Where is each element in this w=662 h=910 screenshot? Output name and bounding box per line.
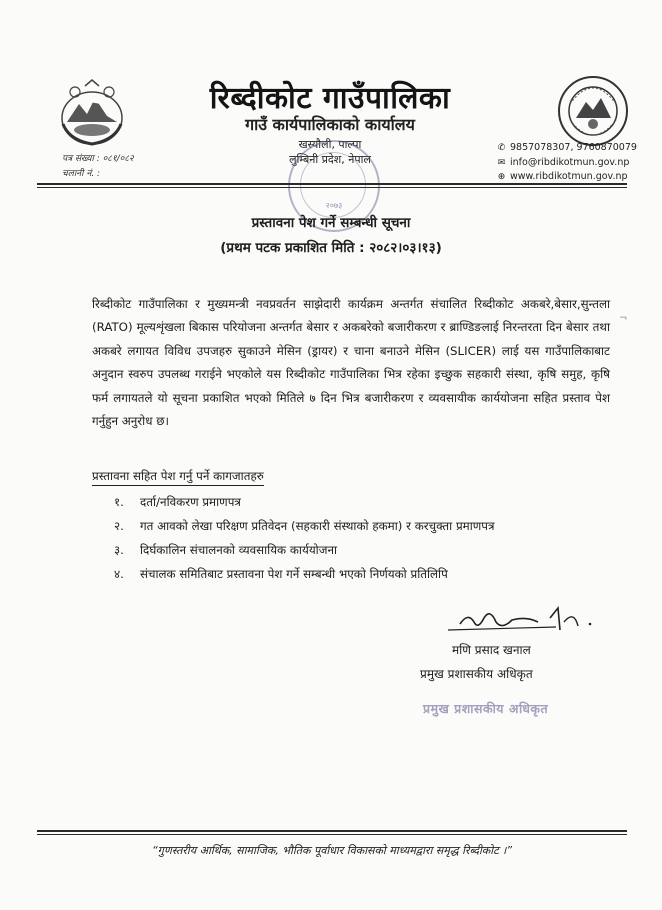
dispatch-number: चलानी नं. : <box>62 169 101 179</box>
contact-email <box>496 156 637 171</box>
address-line-2: लुम्बिनी प्रदेश, नेपाल <box>289 153 371 166</box>
header-rule-thick <box>37 183 627 185</box>
website-url: www.ribdikotmun.gov.np <box>510 171 628 182</box>
globe-icon: ⊕ <box>497 172 506 182</box>
contact-block <box>496 141 637 185</box>
required-documents-heading: प्रस्तावना सहित पेश गर्नु पर्ने कागजातहरु <box>92 468 264 486</box>
first-published-date: (प्रथम पटक प्रकाशित मिति : २०८२।०३।१३) <box>220 240 442 256</box>
list-item <box>114 514 495 538</box>
list-item-text: गत आवको लेखा परिक्षण प्रतिवेदन (सहकारी संस्थाको हकमा) र करचुक्ता प्रमाणपत्र <box>140 519 495 533</box>
email-address: info@ribdikotmun.gov.np <box>510 156 630 168</box>
email-icon: ✉ <box>497 157 506 168</box>
list-item <box>114 562 495 586</box>
footer-motto: “गुणस्तरीय आर्थिक, सामाजिक, भौतिक पूर्वाधार विकासको माध्यमद्वारा समृद्ध रिब्दीकोट ।” <box>151 844 513 857</box>
margin-mark: ¬ <box>619 313 628 324</box>
contact-phone <box>496 141 637 156</box>
list-item-number: २. <box>114 519 124 533</box>
notice-body-paragraph: रिब्दीकोट गाउँपालिका र मुख्यमन्त्री नवप्रवर्तन साझेदारी कार्यक्रम अन्तर्गत संचालित रिब्दीकोट अकबरे,बेसार,सुन्तला (RATO) मूल्यशृंखला बिकास परियोजना अन्तर्गत बेसार र अकबरेको बजारीकरण र ब्राण्डिङलाई निरन्तरता दिन बेसार तथा अकबरे लगायत विविध उपजहरु सुकाउने मेसिन (ड्रायर) र चाना बनाउने मेसिन (SLICER) लाई यस गाउँपालिकाबाट अनुदान स्वरुप उपलब्ध गराईने भएकोले यस रिब्दीकोट गाउँपालिका भित्र रहेका इच्छुक सहकारी संस्था, कृषि समुह, कृषि फर्म लगायतले यो सूचना प्रकाशित भएको मितिले ७ दिन भित्र बजारीकरण र व्यवसायीक कार्ययोजना सहित प्रस्ताव पेश गर्नुहुन अनुरोध छ। <box>92 297 610 429</box>
list-item <box>114 538 495 562</box>
letter-number: पत्र संख्या : ०८१/०८२ <box>62 154 134 164</box>
list-item-number: ४. <box>114 567 124 581</box>
header-rule-thin <box>37 187 627 188</box>
signer-name: मणि प्रसाद खनाल <box>452 643 531 657</box>
address-line-1: खस्यौली, पाल्पा <box>298 138 362 151</box>
signer-designation: प्रमुख प्रशासकीय अधिकृत <box>420 667 533 681</box>
office-subtitle: गाउँ कार्यपालिकाको कार्यालय <box>245 115 415 134</box>
list-item-text: दर्ता/नविकरण प्रमाणपत्र <box>140 495 241 509</box>
municipality-logo-icon <box>556 74 630 148</box>
municipality-title: रिब्दीकोट गाउँपालिका <box>209 81 451 116</box>
phone-icon: ✆ <box>497 143 506 153</box>
designation-seal: प्रमुख प्रशासकीय अधिकृत <box>423 701 549 716</box>
list-item-number: ३. <box>114 543 124 557</box>
nepal-emblem-icon <box>55 78 129 148</box>
handwritten-signature <box>438 600 598 640</box>
stamp-year: २०७३ <box>325 201 343 210</box>
footer-rule-thin <box>37 834 627 835</box>
phone-numbers: 9857078307, 9760870079 <box>510 142 637 153</box>
list-item-number: १. <box>114 495 124 509</box>
footer-rule-thick <box>37 830 627 832</box>
required-documents-list <box>114 490 495 586</box>
list-item-text: संचालक समितिबाट प्रस्तावना पेश गर्ने सम्बन्धी भएको निर्णयको प्रतिलिपि <box>140 567 448 581</box>
list-item-text: दिर्घकालिन संचालनको व्यवसायिक कार्ययोजना <box>140 543 338 557</box>
reference-block <box>62 152 134 182</box>
notice-title: प्रस्तावना पेश गर्ने सम्बन्धी सूचना <box>251 215 411 231</box>
list-item <box>114 490 495 514</box>
